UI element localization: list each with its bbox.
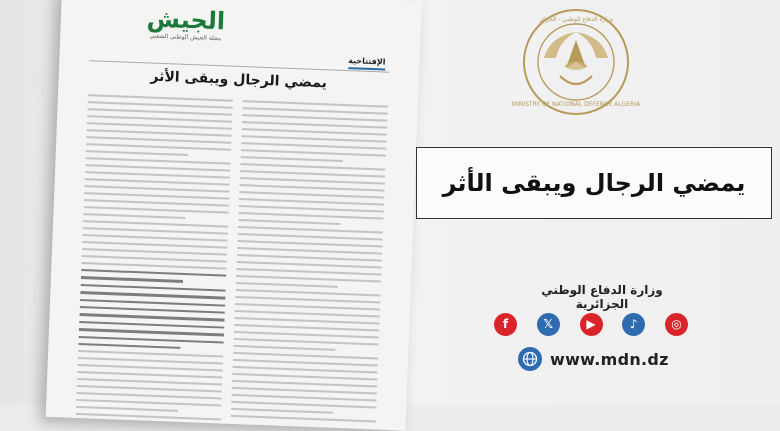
text-line xyxy=(78,364,223,372)
text-line xyxy=(234,324,379,332)
website-link[interactable] xyxy=(518,346,669,372)
text-line xyxy=(242,114,387,122)
text-line xyxy=(88,94,233,102)
article-body xyxy=(76,90,388,429)
text-line xyxy=(77,385,222,393)
text-line xyxy=(234,331,379,339)
text-line xyxy=(235,296,380,304)
text-line xyxy=(87,108,232,116)
text-line xyxy=(237,254,382,262)
text-line xyxy=(76,399,221,407)
text-line xyxy=(86,157,231,165)
text-line xyxy=(240,163,385,171)
text-line xyxy=(83,227,228,235)
x-icon[interactable]: 𝕏 xyxy=(537,313,560,336)
text-line xyxy=(234,338,379,346)
text-line xyxy=(241,156,343,162)
text-line xyxy=(78,343,180,349)
headline-card xyxy=(416,147,772,219)
text-line xyxy=(237,240,382,248)
text-line xyxy=(83,234,228,242)
text-line xyxy=(233,352,378,360)
text-line xyxy=(243,100,388,108)
text-line xyxy=(85,164,230,172)
magazine-page xyxy=(46,0,422,431)
text-line xyxy=(238,226,383,234)
text-line xyxy=(87,122,232,130)
magazine-masthead xyxy=(100,3,271,44)
text-line xyxy=(85,178,230,186)
text-line xyxy=(78,357,223,365)
text-line xyxy=(86,143,231,151)
text-line xyxy=(80,306,225,314)
text-line xyxy=(82,255,227,263)
text-line xyxy=(238,219,340,225)
text-line xyxy=(80,299,225,307)
text-line xyxy=(84,192,229,200)
text-line xyxy=(81,276,183,282)
text-line xyxy=(86,150,188,156)
text-line xyxy=(233,345,335,351)
text-line xyxy=(237,261,382,269)
text-line xyxy=(77,378,222,386)
text-line xyxy=(240,170,385,178)
ministry-name: وزارة الدفاع الوطني الجزائرية xyxy=(541,283,663,311)
ministry-emblem-icon xyxy=(511,6,641,118)
text-line xyxy=(232,387,377,395)
emblem-arabic-text: وزارة الدفاع الوطني - الجزائر xyxy=(539,16,613,23)
text-line xyxy=(232,380,377,388)
text-line xyxy=(236,282,338,288)
text-line xyxy=(240,177,385,185)
text-line xyxy=(240,184,385,192)
text-line xyxy=(232,373,377,381)
text-line xyxy=(80,313,225,321)
text-line xyxy=(76,413,221,421)
text-line xyxy=(239,191,384,199)
text-line xyxy=(76,406,178,412)
text-line xyxy=(235,310,380,318)
website-url: www.mdn.dz xyxy=(550,349,669,369)
tiktok-icon[interactable]: ♪ xyxy=(622,313,645,336)
masthead-subtitle: مجلة الجيش الوطني الشعبي xyxy=(149,32,222,43)
social-links xyxy=(494,310,688,338)
text-line xyxy=(84,206,229,214)
text-line xyxy=(236,268,381,276)
text-line xyxy=(233,366,378,374)
text-line xyxy=(86,136,231,144)
text-line xyxy=(79,321,224,329)
text-line xyxy=(241,149,386,157)
text-line xyxy=(82,262,227,270)
text-line xyxy=(88,101,233,109)
globe-icon xyxy=(518,347,542,371)
text-line xyxy=(81,284,226,292)
text-line xyxy=(236,275,381,283)
text-line xyxy=(239,198,384,206)
text-line xyxy=(238,233,383,241)
text-line xyxy=(77,371,222,379)
article-column-right xyxy=(230,96,387,429)
instagram-icon[interactable]: ◎ xyxy=(665,313,688,336)
text-line xyxy=(83,220,228,228)
text-line xyxy=(239,212,384,220)
text-line xyxy=(84,199,229,207)
text-line xyxy=(83,213,185,219)
text-line xyxy=(78,350,223,358)
article-title: يمضي الرجال ويبقى الأثر xyxy=(150,68,328,92)
text-line xyxy=(231,401,376,409)
emblem-english-text: MINISTRY OF NATIONAL DEFENCE ALGERIA xyxy=(511,101,641,108)
text-line xyxy=(235,317,380,325)
headline-text: يمضي الرجال ويبقى الأثر xyxy=(442,169,746,197)
text-line xyxy=(77,392,222,400)
text-line xyxy=(242,121,387,129)
text-line xyxy=(84,185,229,193)
text-line xyxy=(231,415,376,423)
section-label: الإفتتاحية xyxy=(348,56,386,70)
text-line xyxy=(79,336,224,344)
facebook-icon[interactable]: f xyxy=(494,313,517,336)
text-line xyxy=(237,247,382,255)
text-line xyxy=(81,269,226,277)
text-line xyxy=(243,107,388,115)
text-line xyxy=(236,289,381,297)
text-line xyxy=(242,128,387,136)
text-line xyxy=(82,241,227,249)
text-line xyxy=(82,248,227,256)
text-line xyxy=(233,359,378,367)
article-column-left xyxy=(76,90,233,423)
text-line xyxy=(235,303,380,311)
text-line xyxy=(87,129,232,137)
text-line xyxy=(239,205,384,213)
text-line xyxy=(85,171,230,179)
text-line xyxy=(87,115,232,123)
text-line xyxy=(241,142,386,150)
text-line xyxy=(242,135,387,143)
masthead-title: الجيش xyxy=(146,4,226,36)
text-line xyxy=(232,394,377,402)
text-line xyxy=(80,291,225,299)
text-line xyxy=(79,328,224,336)
youtube-icon[interactable]: ▶ xyxy=(580,313,603,336)
text-line xyxy=(231,408,333,414)
